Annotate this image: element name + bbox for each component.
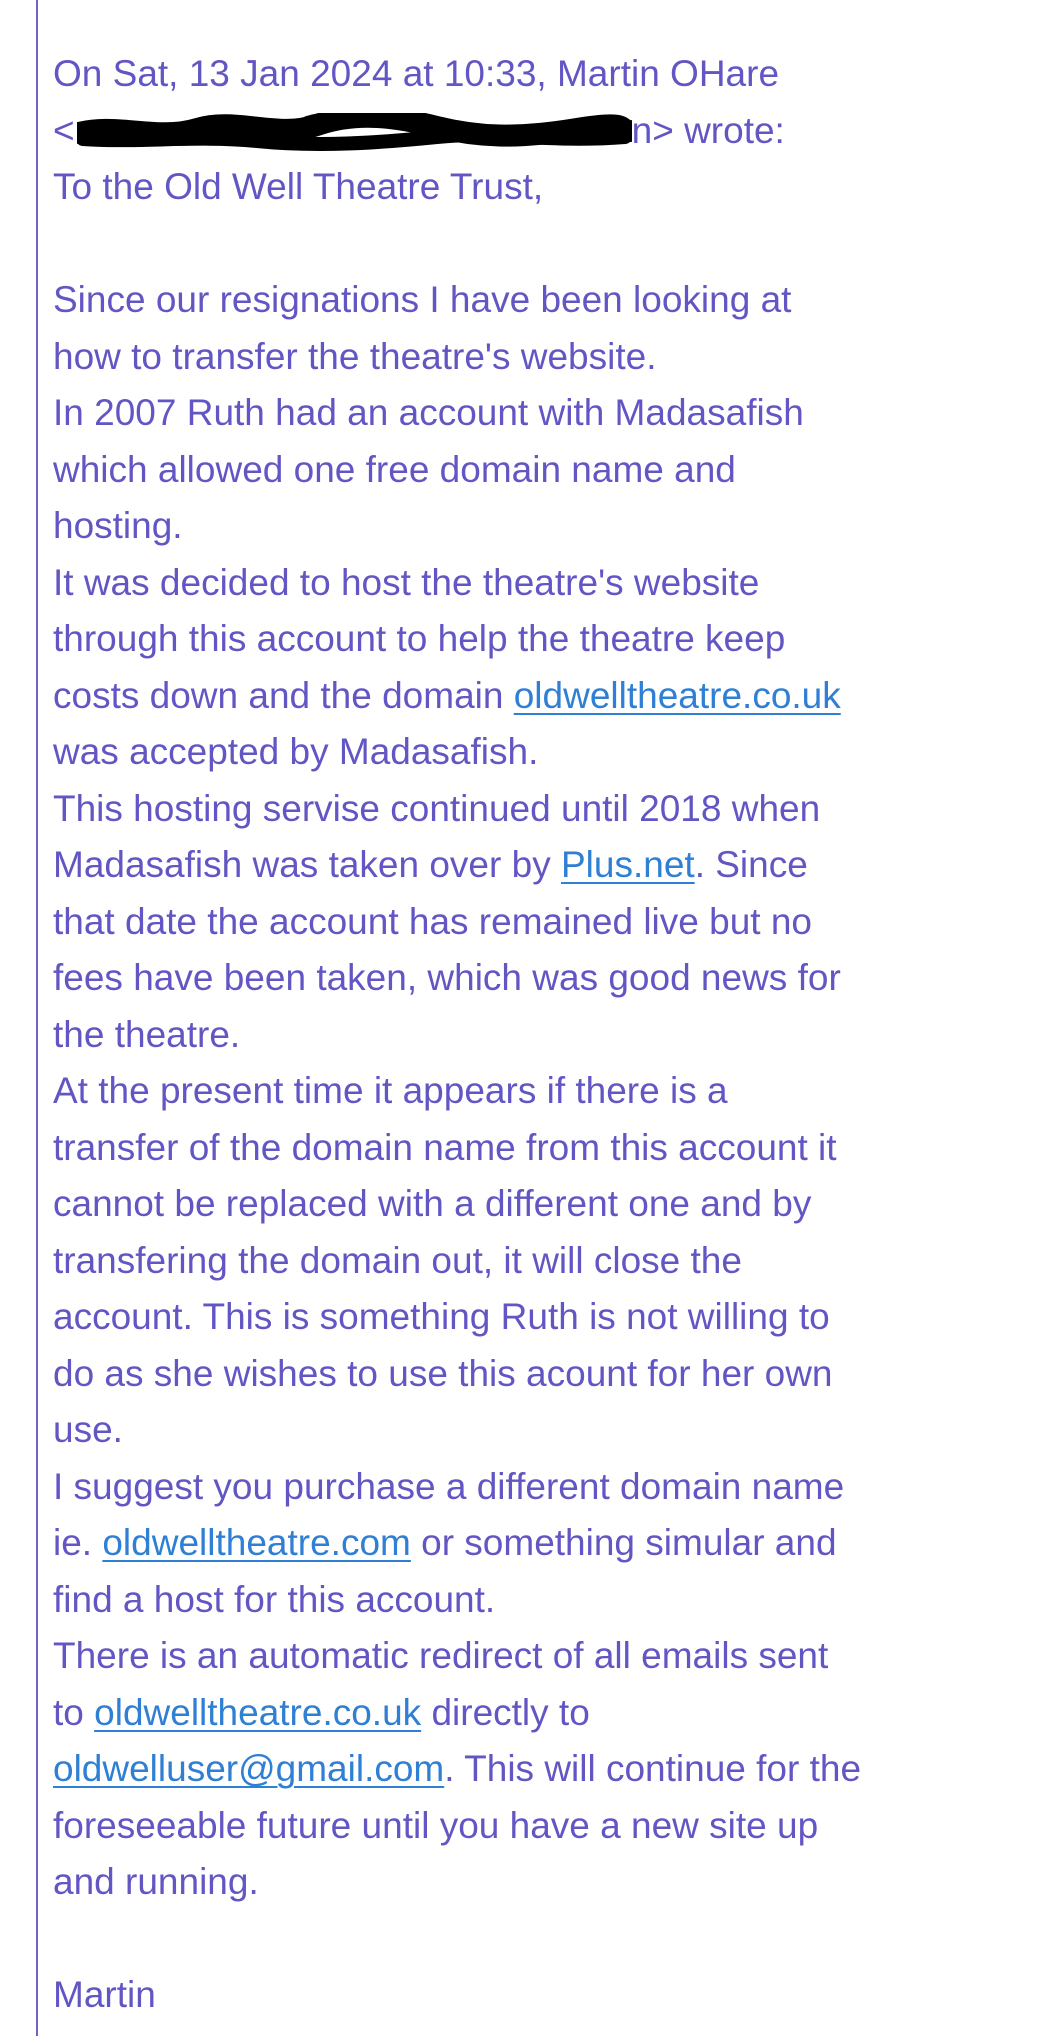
body-text: Madasafish was taken over by [53,844,561,885]
domain-link-com[interactable]: oldwelltheatre.com [102,1522,411,1563]
wrote-label: > wrote: [652,109,785,151]
body-line: transfering the domain out, it will close the [53,1239,742,1281]
body-line: that date the account has remained live but no [53,900,813,942]
body-line: how to transfer the theatre's website. [53,335,657,377]
plusnet-link[interactable]: Plus.net [560,844,695,885]
body-line: At the present time it appears if there is a [53,1070,728,1111]
body-line: do as she wishes to use this acount for her own [53,1352,833,1394]
greeting-line: To the Old Well Theatre Trust, [53,166,544,207]
body-line: This hosting servise continued until 2018 when [53,787,821,829]
redaction-scribble [77,113,632,151]
email-link[interactable]: oldwelluser@gmail.com [53,1748,445,1789]
body-text: to [53,1691,95,1733]
redacted-trailing-char: n [631,109,653,151]
body-text: . Since [694,844,808,885]
body-line: I suggest you purchase a different domain name [53,1465,845,1507]
body-line: foreseeable future until you have a new site up [53,1804,819,1846]
open-bracket: < [53,109,75,151]
quote-header-line: On Sat, 13 Jan 2024 at 10:33, Martin OHare [53,53,780,94]
domain-link-couk[interactable]: oldwelltheatre.co.uk [513,674,841,716]
body-line [53,1685,996,1742]
body-line: account. This is something Ruth is not willing to [53,1296,830,1337]
body-line: In 2007 Ruth had an account with Madasafish [53,392,804,433]
body-text: ie. [53,1522,103,1563]
body-line [53,837,996,894]
body-line: transfer of the domain name from this account it [53,1126,837,1168]
blank-line [53,1911,996,1968]
quoted-email-block [36,0,996,2036]
signature: Martin [53,1974,156,2015]
sender-address-line [53,103,996,160]
body-line [53,1515,996,1572]
body-line [53,1741,996,1798]
redacted-email-address [77,117,632,147]
body-text: . This will continue for the [444,1748,862,1789]
body-line: It was decided to host the theatre's website [53,561,760,603]
body-line: was accepted by Madasafish. [53,731,539,772]
body-line: the theatre. [53,1013,241,1055]
body-line: Since our resignations I have been looking at [53,279,792,320]
body-line: hosting. [53,505,183,546]
domain-link-couk-2[interactable]: oldwelltheatre.co.uk [94,1691,422,1733]
body-line: through this account to help the theatre keep [53,618,786,659]
body-text: directly to [421,1691,590,1733]
blank-line [53,216,996,273]
body-line: cannot be replaced with a different one and by [53,1183,812,1224]
body-line: and running. [53,1861,259,1902]
body-line: which allowed one free domain name and [53,448,736,490]
body-text: or something simular and [410,1522,837,1563]
body-line: There is an automatic redirect of all emails sent [53,1635,829,1676]
body-text: costs down and the domain [53,674,514,716]
body-line: use. [53,1409,123,1450]
body-line: find a host for this account. [53,1578,496,1620]
body-line [53,668,996,725]
body-line: fees have been taken, which was good news for [53,957,841,998]
